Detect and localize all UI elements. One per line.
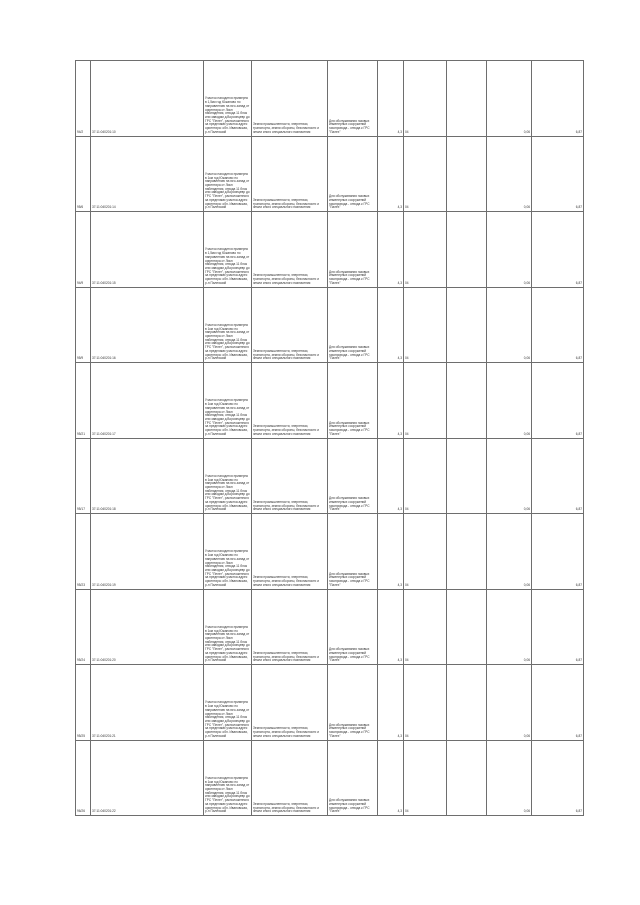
location-text: Участок находится примерно в 1км год Южаново по направлению на юго-запад от ориентира от Ликн наблюдения, отвода 11 блок или заводям д.Ворсинцевр до ГРС "Пелег", расположенного за пределами участка адрес ориентира: обл. Ивановская, р-н Палехский — [205, 549, 250, 587]
permitted-use-cell: Для обслуживания газовых инженерных сооружений газопровода - отвода к ГРС "Палех" — [328, 287, 378, 363]
cadastral-number-cell: 37:11:040201:10 — [91, 61, 204, 137]
land-category-cell: Земли промышленности, энергетики, транспорта, земли обороны, безопасности и земли иного специального назначения — [252, 589, 328, 665]
code-cell: 04 — [404, 363, 447, 439]
cadastral-number-cell: 37:11:040201:14 — [91, 136, 204, 212]
location-cell — [204, 212, 252, 288]
cadastral-number-cell: 37:11:040201:21 — [91, 665, 204, 741]
code-cell: 04 — [404, 61, 447, 137]
empty-cell — [447, 363, 487, 439]
total-cell: 6,87 — [532, 136, 584, 212]
value-cell: 0,06 — [487, 665, 532, 741]
location-cell — [204, 287, 252, 363]
area-cell: 4,3 — [378, 514, 404, 590]
value-cell: 0,06 — [487, 287, 532, 363]
row-number-cell: 95/6 — [76, 136, 91, 212]
row-number-cell: 95/21 — [76, 363, 91, 439]
code-cell: 04 — [404, 438, 447, 514]
area-cell: 4,3 — [378, 589, 404, 665]
location-cell — [204, 665, 252, 741]
land-category-cell: Земли промышленности, энергетики, транспорта, земли обороны, безопасности и земли иного специального назначения — [252, 665, 328, 741]
location-text: Участок находится примерно в 1,5км год Южаново по направлению на юго-запад от ориентира от Ликн наблюдения, отвода 11 блок или заводям д.Ворсинцевр до ГРС "Пелег", расположенного за пределами участка адрес ориентира: обл. Ивановская, р-н Палехский — [205, 96, 250, 134]
table-row — [76, 589, 584, 665]
permitted-use-cell: Для обслуживания газовых инженерных сооружений газопровода - отвода к ГРС "Палех" — [328, 438, 378, 514]
value-cell: 0,06 — [487, 61, 532, 137]
location-text: Участок находится примерно в 1км год Южаново по направлению на юго-запад от ориентира от Ликн наблюдения, отвода 11 блок или заводям д.Ворсинцевр до ГРС "Пелег", расположенного за пределами участка адрес ориентира: обл. Ивановская, р-н Палехский — [205, 322, 250, 361]
location-text: Участок находится примерно в 1км год Южаново по направлению на юго-запад от ориентира от Ликн наблюдения, отвода 11 блок или заводям д.Ворсинцевр до ГРС "Пелег", расположенного за пределами участка адрес ориентира: обл. Ивановская, р-н Палехский — [205, 398, 250, 436]
area-cell: 4,3 — [378, 438, 404, 514]
value-cell: 0,06 — [487, 438, 532, 514]
empty-cell — [447, 212, 487, 288]
total-cell: 6,87 — [532, 363, 584, 439]
area-cell: 4,3 — [378, 136, 404, 212]
permitted-use-cell: Для обслуживания газовых инженерных сооружений газопровода - отвода к ГРС "Палех" — [328, 61, 378, 137]
row-number-cell: 95/25 — [76, 665, 91, 741]
table-body — [76, 61, 584, 816]
code-cell: 04 — [404, 665, 447, 741]
row-number-cell: 95/24 — [76, 589, 91, 665]
value-cell: 0,06 — [487, 212, 532, 288]
empty-cell — [447, 136, 487, 212]
row-number-cell: 94/9 — [76, 212, 91, 288]
cadastral-number-cell: 37:11:040201:19 — [91, 514, 204, 590]
total-cell: 6,87 — [532, 665, 584, 741]
empty-cell — [447, 740, 487, 816]
code-cell: 04 — [404, 136, 447, 212]
permitted-use-cell: Для обслуживания газовых инженерных сооружений газопровода - отвода к ГРС "Палех" — [328, 363, 378, 439]
code-cell: 04 — [404, 740, 447, 816]
value-cell: 0,06 — [487, 740, 532, 816]
location-text: Участок находится примерно в 1км год Южаново по направлению на юго-запад от ориентира от Ликн наблюдения, отвода 11 блок или заводям д.Ворсинцевр до ГРС "Пелег", расположенного за пределами участка адрес ориентира: обл. Ивановская, р-н Палехский — [205, 473, 250, 512]
value-cell: 0,06 — [487, 136, 532, 212]
total-cell: 6,87 — [532, 438, 584, 514]
code-cell: 04 — [404, 287, 447, 363]
location-cell — [204, 514, 252, 590]
total-cell: 6,87 — [532, 61, 584, 137]
code-cell: 04 — [404, 514, 447, 590]
row-number-cell: 94/2 — [76, 61, 91, 137]
table-row — [76, 740, 584, 816]
location-text: Участок находится примерно в 1км год Южаново по направлению на юго-запад от ориентира от Ликн наблюдения, отвода 11 блок или заводям д.Ворсинцевр до ГРС "Пелег", расположенного за пределами участка адрес ориентира: обл. Ивановская, р-н Палехский — [205, 624, 250, 663]
cadastral-number-cell: 37:11:040201:22 — [91, 740, 204, 816]
location-cell — [204, 438, 252, 514]
location-text: Участок находится примерно в 1км год Южаново по направлению на юго-запад от ориентира от Ликн наблюдения, отвода 11 блок или заводям д.Ворсинцевр до ГРС "Пелег", расположенного за пределами участка адрес ориентира: обл. Ивановская, р-н Палехский — [205, 700, 250, 738]
table-row — [76, 438, 584, 514]
row-number-cell: 96/26 — [76, 740, 91, 816]
total-cell: 6,87 — [532, 287, 584, 363]
area-cell: 4,3 — [378, 363, 404, 439]
empty-cell — [447, 589, 487, 665]
location-cell — [204, 61, 252, 137]
location-cell — [204, 740, 252, 816]
cadastral-number-cell: 37:11:040201:15 — [91, 212, 204, 288]
table-row — [76, 61, 584, 137]
area-cell: 4,3 — [378, 665, 404, 741]
permitted-use-cell: Для обслуживания газовых инженерных сооружений газопровода - отвода к ГРС "Палех" — [328, 589, 378, 665]
cadastral-number-cell: 37:11:040201:18 — [91, 438, 204, 514]
location-text: Участок находится примерно в 1км год Южаново по направлению на юго-запад от ориентира от Ликн наблюдения, отвода 11 блок или заводям д.Ворсинцевр до ГРС "Пелег", расположенного за пределами участка адрес ориентира: обл. Ивановская, р-н Палехский — [205, 775, 250, 814]
land-category-cell: Земли промышленности, энергетики, транспорта, земли обороны, безопасности и земли иного специального назначения — [252, 136, 328, 212]
total-cell: 6,87 — [532, 740, 584, 816]
code-cell: 04 — [404, 589, 447, 665]
value-cell: 0,06 — [487, 514, 532, 590]
permitted-use-cell: Для обслуживания газовых инженерных сооружений газопровода - отвода к ГРС "Палех" — [328, 136, 378, 212]
row-number-cell: 95/17 — [76, 438, 91, 514]
permitted-use-cell: Для обслуживания газовых инженерных сооружений газопровода - отвода к ГРС "Палех" — [328, 514, 378, 590]
total-cell: 6,87 — [532, 589, 584, 665]
empty-cell — [447, 514, 487, 590]
land-plots-table — [75, 60, 584, 816]
total-cell: 6,87 — [532, 212, 584, 288]
value-cell: 0,06 — [487, 589, 532, 665]
row-number-cell: 95/23 — [76, 514, 91, 590]
land-category-cell: Земли промышленности, энергетики, транспорта, земли обороны, безопасности и земли иного специального назначения — [252, 61, 328, 137]
area-cell: 4,3 — [378, 740, 404, 816]
table-row — [76, 514, 584, 590]
code-cell: 04 — [404, 212, 447, 288]
table-row — [76, 136, 584, 212]
location-text: Участок находится примерно в 1,5км год Южаново по направлению на юго-запад от ориентира от Ликн наблюдения, отвода 11 блок или заводям д.Ворсинцевр до ГРС "Пелег", расположенного за пределами участка адрес ориентира: обл. Ивановская, р-н Палехский — [205, 247, 250, 285]
table-row — [76, 287, 584, 363]
land-category-cell: Земли промышленности, энергетики, транспорта, земли обороны, безопасности и земли иного специального назначения — [252, 212, 328, 288]
location-cell — [204, 589, 252, 665]
cadastral-number-cell: 37:11:040201:17 — [91, 363, 204, 439]
land-category-cell: Земли промышленности, энергетики, транспорта, земли обороны, безопасности и земли иного специального назначения — [252, 363, 328, 439]
land-category-cell: Земли промышленности, энергетики, транспорта, земли обороны, безопасности и земли иного специального назначения — [252, 287, 328, 363]
area-cell: 4,3 — [378, 212, 404, 288]
table-row — [76, 212, 584, 288]
land-category-cell: Земли промышленности, энергетики, транспорта, земли обороны, безопасности и земли иного специального назначения — [252, 740, 328, 816]
permitted-use-cell: Для обслуживания газовых инженерных сооружений газопровода - отвода к ГРС "Палех" — [328, 740, 378, 816]
total-cell: 6,87 — [532, 514, 584, 590]
location-cell — [204, 136, 252, 212]
location-text: Участок находится примерно в 1км год Южаново по направлению на юго-запад от ориентира от Ликн наблюдения, отвода 11 блок или заводям д.Ворсинцевр до ГРС "Пелег", расположенного за пределами участка адрес ориентира: обл. Ивановская, р-н Палехский — [205, 171, 250, 210]
area-cell: 4,3 — [378, 61, 404, 137]
cadastral-number-cell: 37:11:040201:16 — [91, 287, 204, 363]
cadastral-number-cell: 37:11:040201:20 — [91, 589, 204, 665]
empty-cell — [447, 438, 487, 514]
value-cell: 0,06 — [487, 363, 532, 439]
permitted-use-cell: Для обслуживания газовых инженерных сооружений газопровода - отвода к ГРС "Палех" — [328, 212, 378, 288]
table-row — [76, 363, 584, 439]
empty-cell — [447, 665, 487, 741]
row-number-cell: 95/9 — [76, 287, 91, 363]
empty-cell — [447, 61, 487, 137]
area-cell: 4,3 — [378, 287, 404, 363]
location-cell — [204, 363, 252, 439]
permitted-use-cell: Для обслуживания газовых инженерных сооружений газопровода - отвода к ГРС "Палех" — [328, 665, 378, 741]
land-category-cell: Земли промышленности, энергетики, транспорта, земли обороны, безопасности и земли иного специального назначения — [252, 514, 328, 590]
empty-cell — [447, 287, 487, 363]
table-row — [76, 665, 584, 741]
land-category-cell: Земли промышленности, энергетики, транспорта, земли обороны, безопасности и земли иного специального назначения — [252, 438, 328, 514]
